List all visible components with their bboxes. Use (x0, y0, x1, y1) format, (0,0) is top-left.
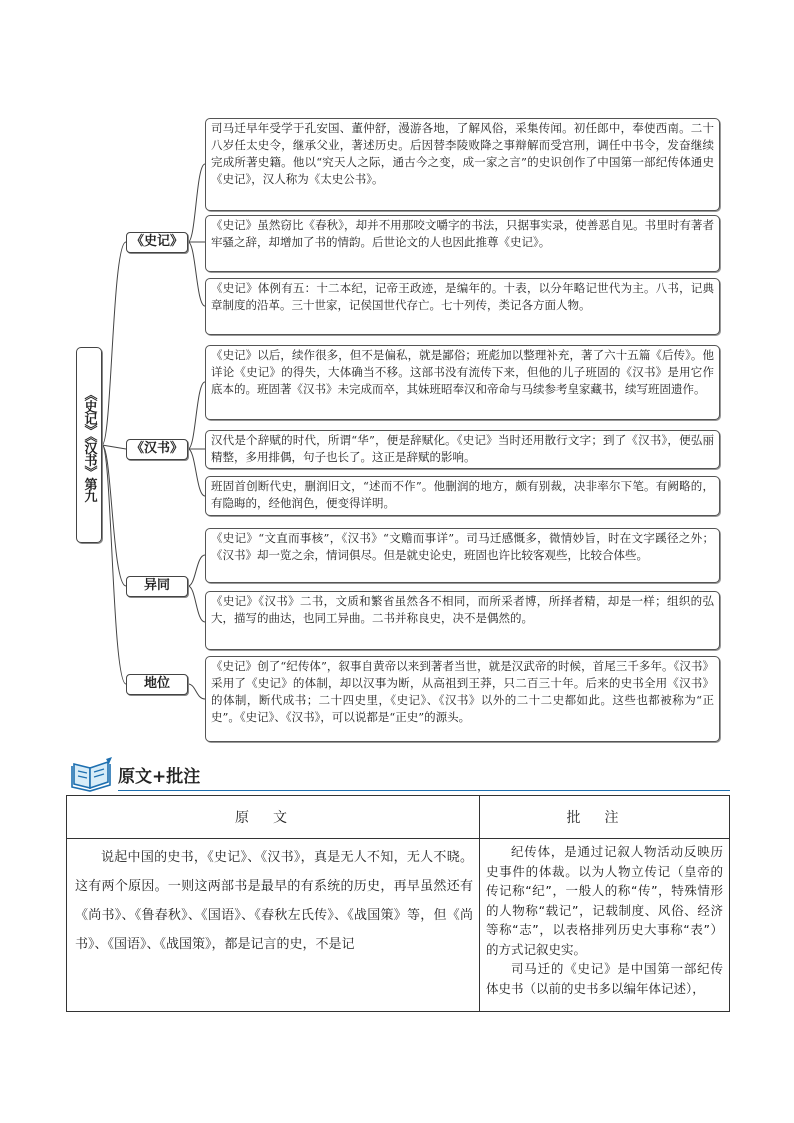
connector-yitong-2 (188, 586, 205, 622)
connector-root-yitong (102, 445, 126, 586)
connector-hanshu-3 (188, 449, 205, 496)
mindmap-root-label: 《史记》《汉书》第九 (81, 388, 97, 502)
branch-diwei (126, 674, 188, 695)
note-box-shiji-1: 司马迁早年受学于孔安国、董仲舒，漫游各地，了解风俗，采集传闻。初任郎中，奉使西南。二十八岁任太史令，继承父业，著述历史。后因替李陵败降之事辩解而受宫刑，调任中书令，发奋继续完成所著史籍。他以“究天人之际，通古今之变，成一家之言”的史识创作了中国第一部纪传体通史《史记》，汉人称为《太史公书》。 (205, 118, 720, 211)
branch-shiji (126, 232, 188, 253)
header-original: 原文 (67, 796, 480, 839)
open-book-icon (70, 756, 114, 792)
connector-root-hanshu (102, 445, 126, 449)
table-row (67, 839, 730, 1012)
mindmap-root (76, 347, 102, 543)
connector-shiji-3 (188, 242, 205, 306)
annotation-table (66, 795, 730, 1012)
section-title: 原文+批注 (118, 767, 201, 787)
section-header (70, 756, 730, 794)
connector-hanshu-1 (188, 382, 205, 449)
connector-root-shiji (102, 242, 126, 445)
connector-yitong-1 (188, 555, 205, 586)
branch-yitong (126, 576, 188, 597)
note-box-diwei-1: 《史记》创了“纪传体”，叙事自黄帝以来到著者当世，就是汉武帝的时候，首尾三千多年。《汉书》采用了《史记》的体制，却以汉事为断，从高祖到王莽，只二百三十年。后来的史书全用《汉书》的体制，断代成书；二十四史里，《史记》、《汉书》以外的二十二史都如此。这些也都被称为“正史”。《史记》、《汉书》，可以说都是“正史”的源头。 (205, 656, 720, 742)
notes-cell (480, 839, 730, 1012)
table-header-row (67, 796, 730, 839)
note-box-hanshu-1: 《史记》以后，续作很多，但不是偏私，就是鄙俗；班彪加以整理补充，著了六十五篇《后传》。他详论《史记》的得失，大体确当不移。这部书没有流传下来，但他的儿子班固的《汉书》是用它作底本的。班固著《汉书》未完成而卒，其妹班昭奉汉和帝命与马续参考皇家藏书，续写班固遗作。 (205, 345, 720, 420)
note-box-hanshu-3: 班固首创断代史，删润旧文，“述而不作”。他删润的地方，颇有别裁，决非率尔下笔。有阙略的，有隐晦的，经他润色，便变得详明。 (205, 476, 720, 516)
connector-diwei-1 (188, 684, 205, 699)
branch-label: 异同 (143, 578, 170, 593)
header-notes: 批注 (480, 796, 730, 839)
branch-hanshu (126, 439, 188, 460)
note-paragraph: 纪传体，是通过记叙人物活动反映历史事件的体裁。以为人物立传记（皇帝的传记称“纪”，一般人的称“传”，特殊情形的人物称“载记”，记载制度、风俗、经济等称“志”，以表格排列历史大事称“表”）的方式记叙史实。 (486, 844, 723, 957)
note-box-yitong-1: 《史记》“文直而事核”，《汉书》“文赡而事详”。司马迁感慨多，微情妙旨，时在文字蹊径之外；《汉书》却一览之余，情词俱尽。但是就史论史，班固也许比较客观些，比较合体些。 (205, 528, 720, 583)
note-paragraph: 司马迁的《史记》是中国第一部纪传体史书（以前的史书多以编年体记述）， (486, 961, 723, 996)
connector-shiji-1 (188, 164, 205, 242)
branch-label: 《史记》 (130, 234, 183, 249)
section-divider (118, 790, 730, 791)
branch-label: 《汉书》 (130, 441, 183, 456)
original-paragraph: 说起中国的史书，《史记》、《汉书》，真是无人不知，无人不晓。这有两个原因。一则这两部书是最早的有系统的历史，再早虽然还有《尚书》、《鲁春秋》、《国语》、《春秋左氏传》、《战国策》等，但《尚书》、《国语》、《战国策》，都是记言的史，不是记 (75, 850, 473, 952)
note-box-shiji-3: 《史记》体例有五：十二本纪，记帝王政迹，是编年的。十表，以分年略记世代为主。八书，记典章制度的沿革。三十世家，记侯国世代存亡。七十列传，类记各方面人物。 (205, 278, 720, 335)
branch-label: 地位 (143, 676, 170, 691)
original-text-cell (67, 839, 480, 1012)
note-box-yitong-2: 《史记》《汉书》二书，文质和繁省虽然各不相同，而所采者博，所择者精，却是一样；组织的弘大，描写的曲达，也同工异曲。二书并称良史，决不是偶然的。 (205, 591, 720, 650)
note-box-hanshu-2: 汉代是个辞赋的时代，所谓“华”，便是辞赋化。《史记》当时还用散行文字；到了《汉书》，便弘丽精整，多用排偶，句子也长了。这正是辞赋的影响。 (205, 430, 720, 469)
connector-root-diwei (102, 445, 126, 684)
note-box-shiji-2: 《史记》虽然窃比《春秋》，却并不用那咬文嚼字的书法，只据事实录，使善恶自见。书里时有著者牢骚之辞，却增加了书的情韵。后世论文的人也因此推尊《史记》。 (205, 215, 720, 272)
